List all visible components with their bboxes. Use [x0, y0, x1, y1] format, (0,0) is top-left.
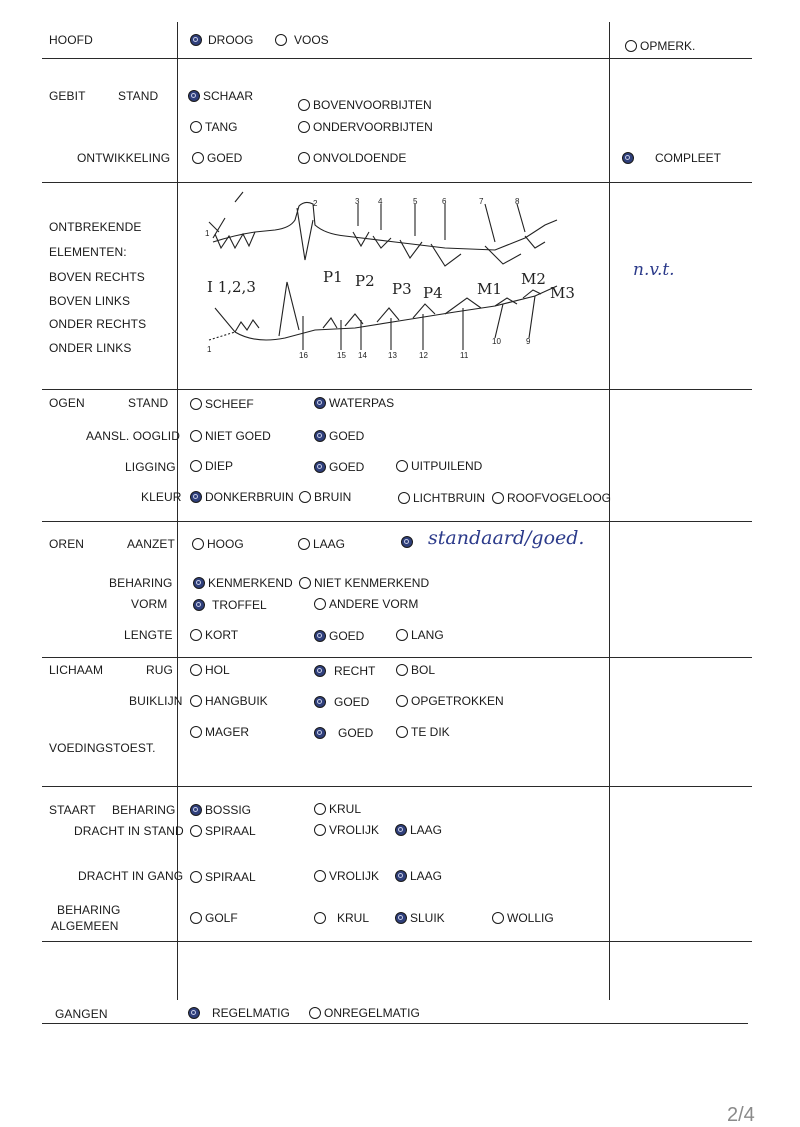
ogen-stand-label: STAND: [128, 396, 169, 410]
buiklijn-opgetrokken-radio[interactable]: OPGETROKKEN: [396, 694, 504, 708]
gebit-bovenvoorbijten-radio[interactable]: BOVENVOORBIJTEN: [298, 98, 432, 112]
radio-empty-icon: [492, 912, 504, 924]
upper-number: 7: [479, 197, 484, 206]
gang-vrolijk-radio[interactable]: VROLIJK: [314, 869, 379, 883]
compleet-radio[interactable]: COMPLEET: [622, 151, 721, 165]
radio-empty-icon: [396, 629, 408, 641]
voeding-te-dik-radio[interactable]: TE DIK: [396, 725, 450, 739]
gebit-tang-radio[interactable]: TANG: [190, 120, 237, 134]
radio-empty-icon: [190, 460, 202, 472]
oren-vorm-label: VORM: [131, 597, 168, 611]
algemeen-sluik-radio[interactable]: SLUIK: [395, 911, 445, 925]
row-divider: [42, 389, 752, 390]
oren-beharing-label: BEHARING: [109, 576, 173, 590]
radio-checked-icon: [190, 804, 202, 816]
staart-label: STAART: [49, 803, 96, 817]
staart-beharing-label: BEHARING: [112, 803, 176, 817]
radio-checked-icon: [314, 727, 326, 739]
ontwikkeling-label: ONTWIKKELING: [77, 151, 171, 165]
vertical-divider-right: [609, 22, 610, 1000]
ogen-scheef-radio[interactable]: SCHEEF: [190, 397, 254, 411]
upper-number: 1: [205, 229, 210, 238]
radio-empty-icon: [309, 1007, 321, 1019]
staart-krul-radio[interactable]: KRUL: [314, 802, 361, 816]
radio-empty-icon: [275, 34, 287, 46]
aanzet-note: standaard/goed.: [428, 527, 585, 549]
oren-kenmerkend-radio[interactable]: KENMERKEND: [193, 576, 293, 590]
radio-checked-icon: [190, 491, 202, 503]
ligging-label: LIGGING: [125, 460, 176, 474]
ligging-uitpuilend-radio[interactable]: UITPUILEND: [396, 459, 482, 473]
oren-niet-kenmerkend-radio[interactable]: NIET KENMERKEND: [299, 576, 429, 590]
voeding-label: VOEDINGSTOEST.: [49, 741, 156, 755]
radio-empty-icon: [190, 430, 202, 442]
kleur-lichtbruin-radio[interactable]: LICHTBRUIN: [398, 491, 485, 505]
tooth-label-incisors: I 1,2,3: [207, 278, 256, 296]
aanzet-laag-radio[interactable]: LAAG: [298, 537, 345, 551]
gangen-label: GANGEN: [55, 1007, 108, 1021]
lower-number: 13: [388, 351, 397, 360]
radio-empty-icon: [396, 664, 408, 676]
radio-empty-icon: [190, 825, 202, 837]
kleur-roofvogeloog-radio[interactable]: ROOFVOGELOOG: [492, 491, 611, 505]
algemeen-golf-radio[interactable]: GOLF: [190, 911, 238, 925]
buiklijn-goed-radio[interactable]: GOED: [314, 695, 369, 709]
lower-number: 9: [526, 337, 531, 346]
rug-bol-radio[interactable]: BOL: [396, 663, 435, 677]
radio-empty-icon: [192, 152, 204, 164]
oren-aanzet-label: AANZET: [127, 537, 175, 551]
ontwikkeling-goed-radio[interactable]: GOED: [192, 151, 242, 165]
radio-checked-icon: [188, 1007, 200, 1019]
hoofd-droog-radio[interactable]: DROOG: [190, 33, 253, 47]
row-divider: [42, 941, 752, 942]
gang-laag-radio[interactable]: LAAG: [395, 869, 442, 883]
upper-number: 8: [515, 197, 520, 206]
rug-hol-radio[interactable]: HOL: [190, 663, 230, 677]
upper-number: 2: [313, 199, 318, 208]
radio-checked-icon: [314, 461, 326, 473]
vertical-divider-left: [177, 22, 178, 1000]
ogen-waterpas-radio[interactable]: WATERPAS: [314, 396, 394, 410]
radio-checked-icon: [314, 630, 326, 642]
gebit-label: GEBIT: [49, 89, 86, 103]
radio-empty-icon: [190, 695, 202, 707]
lower-number: 1: [207, 345, 212, 354]
ontbrekende-line-1: ONTBREKENDE: [49, 220, 142, 234]
radio-empty-icon: [192, 538, 204, 550]
ontbrekende-line-6: ONDER LINKS: [49, 341, 132, 355]
upper-number: 3: [355, 197, 360, 206]
lengte-kort-radio[interactable]: KORT: [190, 628, 238, 642]
lichaam-label: LICHAAM: [49, 663, 104, 677]
lower-number: 14: [358, 351, 367, 360]
ooglid-goed-radio[interactable]: GOED: [314, 429, 364, 443]
opmerk-radio[interactable]: OPMERK.: [625, 39, 695, 53]
ontwikkeling-onvoldoende-radio[interactable]: ONVOLDOENDE: [298, 151, 406, 165]
radio-empty-icon: [299, 491, 311, 503]
row-divider: [42, 657, 752, 658]
radio-empty-icon: [299, 577, 311, 589]
voeding-mager-radio[interactable]: MAGER: [190, 725, 249, 739]
tooth-label-p3: P3: [392, 280, 412, 298]
radio-empty-icon: [190, 871, 202, 883]
radio-checked-icon: [395, 870, 407, 882]
hoofd-voos-radio[interactable]: VOOS: [275, 33, 329, 47]
lengte-lang-radio[interactable]: LANG: [396, 628, 444, 642]
algemeen-wollig-radio[interactable]: WOLLIG: [492, 911, 554, 925]
stand-laag-radio[interactable]: LAAG: [395, 823, 442, 837]
radio-empty-icon: [396, 726, 408, 738]
row-divider: [42, 182, 752, 183]
lower-number: 11: [460, 351, 469, 360]
tooth-label-m1: M1: [477, 280, 502, 298]
row-divider: [42, 521, 752, 522]
ligging-diep-radio[interactable]: DIEP: [190, 459, 233, 473]
beharing-algemeen-label-1: BEHARING: [57, 903, 121, 917]
gebit-schaar-radio[interactable]: SCHAAR: [188, 89, 253, 103]
radio-empty-icon: [298, 538, 310, 550]
lower-number: 10: [492, 337, 501, 346]
radio-empty-icon: [190, 664, 202, 676]
stand-spiraal-radio[interactable]: SPIRAAL: [190, 824, 256, 838]
radio-empty-icon: [314, 824, 326, 836]
radio-empty-icon: [298, 121, 310, 133]
radio-checked-icon: [193, 599, 205, 611]
tooth-label-m2: M2: [521, 270, 546, 288]
dracht-stand-label: DRACHT IN STAND: [74, 824, 184, 838]
lower-number: 16: [299, 351, 308, 360]
row-divider: [42, 786, 752, 787]
kleur-donkerbruin-radio[interactable]: DONKERBRUIN: [190, 490, 294, 504]
aanzet-hoog-radio[interactable]: HOOG: [192, 537, 244, 551]
oren-andere-vorm-radio[interactable]: ANDERE VORM: [314, 597, 418, 611]
ontbrekende-line-2: ELEMENTEN:: [49, 245, 127, 259]
radio-empty-icon: [398, 492, 410, 504]
ogen-label: OGEN: [49, 396, 85, 410]
rug-label: RUG: [146, 663, 173, 677]
ooglid-niet-goed-radio[interactable]: NIET GOED: [190, 429, 271, 443]
tooth-label-p4: P4: [423, 284, 443, 302]
radio-empty-icon: [314, 803, 326, 815]
radio-empty-icon: [314, 598, 326, 610]
radio-checked-icon: [190, 34, 202, 46]
radio-empty-icon: [190, 398, 202, 410]
radio-empty-icon: [625, 40, 637, 52]
radio-checked-icon: [622, 152, 634, 164]
oren-label: OREN: [49, 537, 85, 551]
radio-checked-icon: [401, 536, 413, 548]
row-divider-bottom: [42, 1023, 748, 1024]
buiklijn-label: BUIKLIJN: [129, 694, 183, 708]
radio-empty-icon: [298, 99, 310, 111]
radio-checked-icon: [314, 665, 326, 677]
radio-empty-icon: [298, 152, 310, 164]
radio-empty-icon: [190, 726, 202, 738]
kleur-label: KLEUR: [141, 490, 182, 504]
kleur-bruin-radio[interactable]: BRUIN: [299, 490, 351, 504]
radio-empty-icon: [492, 492, 504, 504]
radio-empty-icon: [190, 121, 202, 133]
ontbrekende-note: n.v.t.: [633, 260, 675, 280]
row-divider: [42, 58, 752, 59]
tooth-label-p2: P2: [355, 272, 375, 290]
tooth-label-p1: P1: [323, 268, 343, 286]
radio-empty-icon: [314, 912, 326, 924]
oren-lengte-label: LENGTE: [124, 628, 173, 642]
upper-number: 6: [442, 197, 447, 206]
staart-bossig-radio[interactable]: BOSSIG: [190, 803, 251, 817]
ooglid-label: AANSL. OOGLID: [86, 429, 180, 443]
gangen-regelmatig-radio[interactable]: REGELMATIG: [188, 1006, 290, 1020]
radio-checked-icon: [314, 696, 326, 708]
beharing-algemeen-label-2: ALGEMEEN: [51, 919, 119, 933]
gebit-stand-label: STAND: [118, 89, 159, 103]
radio-checked-icon: [314, 430, 326, 442]
radio-empty-icon: [396, 460, 408, 472]
ligging-goed-radio[interactable]: GOED: [314, 460, 364, 474]
voeding-goed-radio[interactable]: GOED: [314, 726, 373, 740]
ontbrekende-line-5: ONDER RECHTS: [49, 317, 147, 331]
radio-checked-icon: [395, 912, 407, 924]
lower-number: 15: [337, 351, 346, 360]
ontbrekende-line-3: BOVEN RECHTS: [49, 270, 145, 284]
tooth-label-m3: M3: [550, 284, 575, 302]
radio-empty-icon: [190, 912, 202, 924]
radio-checked-icon: [314, 397, 326, 409]
gangen-onregelmatig-radio[interactable]: ONREGELMATIG: [309, 1006, 420, 1020]
hoofd-label: HOOFD: [49, 33, 93, 47]
algemeen-krul-radio[interactable]: KRUL: [314, 911, 369, 925]
rug-recht-radio[interactable]: RECHT: [314, 664, 375, 678]
stand-vrolijk-radio[interactable]: VROLIJK: [314, 823, 379, 837]
page-number: 2/4: [727, 1104, 755, 1126]
ontbrekende-line-4: BOVEN LINKS: [49, 294, 131, 308]
gang-spiraal-radio[interactable]: SPIRAAL: [190, 870, 256, 884]
radio-empty-icon: [396, 695, 408, 707]
buiklijn-hangbuik-radio[interactable]: HANGBUIK: [190, 694, 268, 708]
aanzet-handwritten-radio[interactable]: [401, 536, 416, 548]
upper-number: 4: [378, 197, 383, 206]
lower-number: 12: [419, 351, 428, 360]
dental-diagram: [195, 190, 595, 370]
radio-checked-icon: [188, 90, 200, 102]
dracht-gang-label: DRACHT IN GANG: [78, 869, 184, 883]
gebit-ondervoorbijten-radio[interactable]: ONDERVOORBIJTEN: [298, 120, 433, 134]
lengte-goed-radio[interactable]: GOED: [314, 629, 364, 643]
radio-checked-icon: [193, 577, 205, 589]
radio-empty-icon: [190, 629, 202, 641]
radio-empty-icon: [314, 870, 326, 882]
oren-troffel-radio[interactable]: TROFFEL: [193, 598, 267, 612]
radio-checked-icon: [395, 824, 407, 836]
upper-number: 5: [413, 197, 418, 206]
